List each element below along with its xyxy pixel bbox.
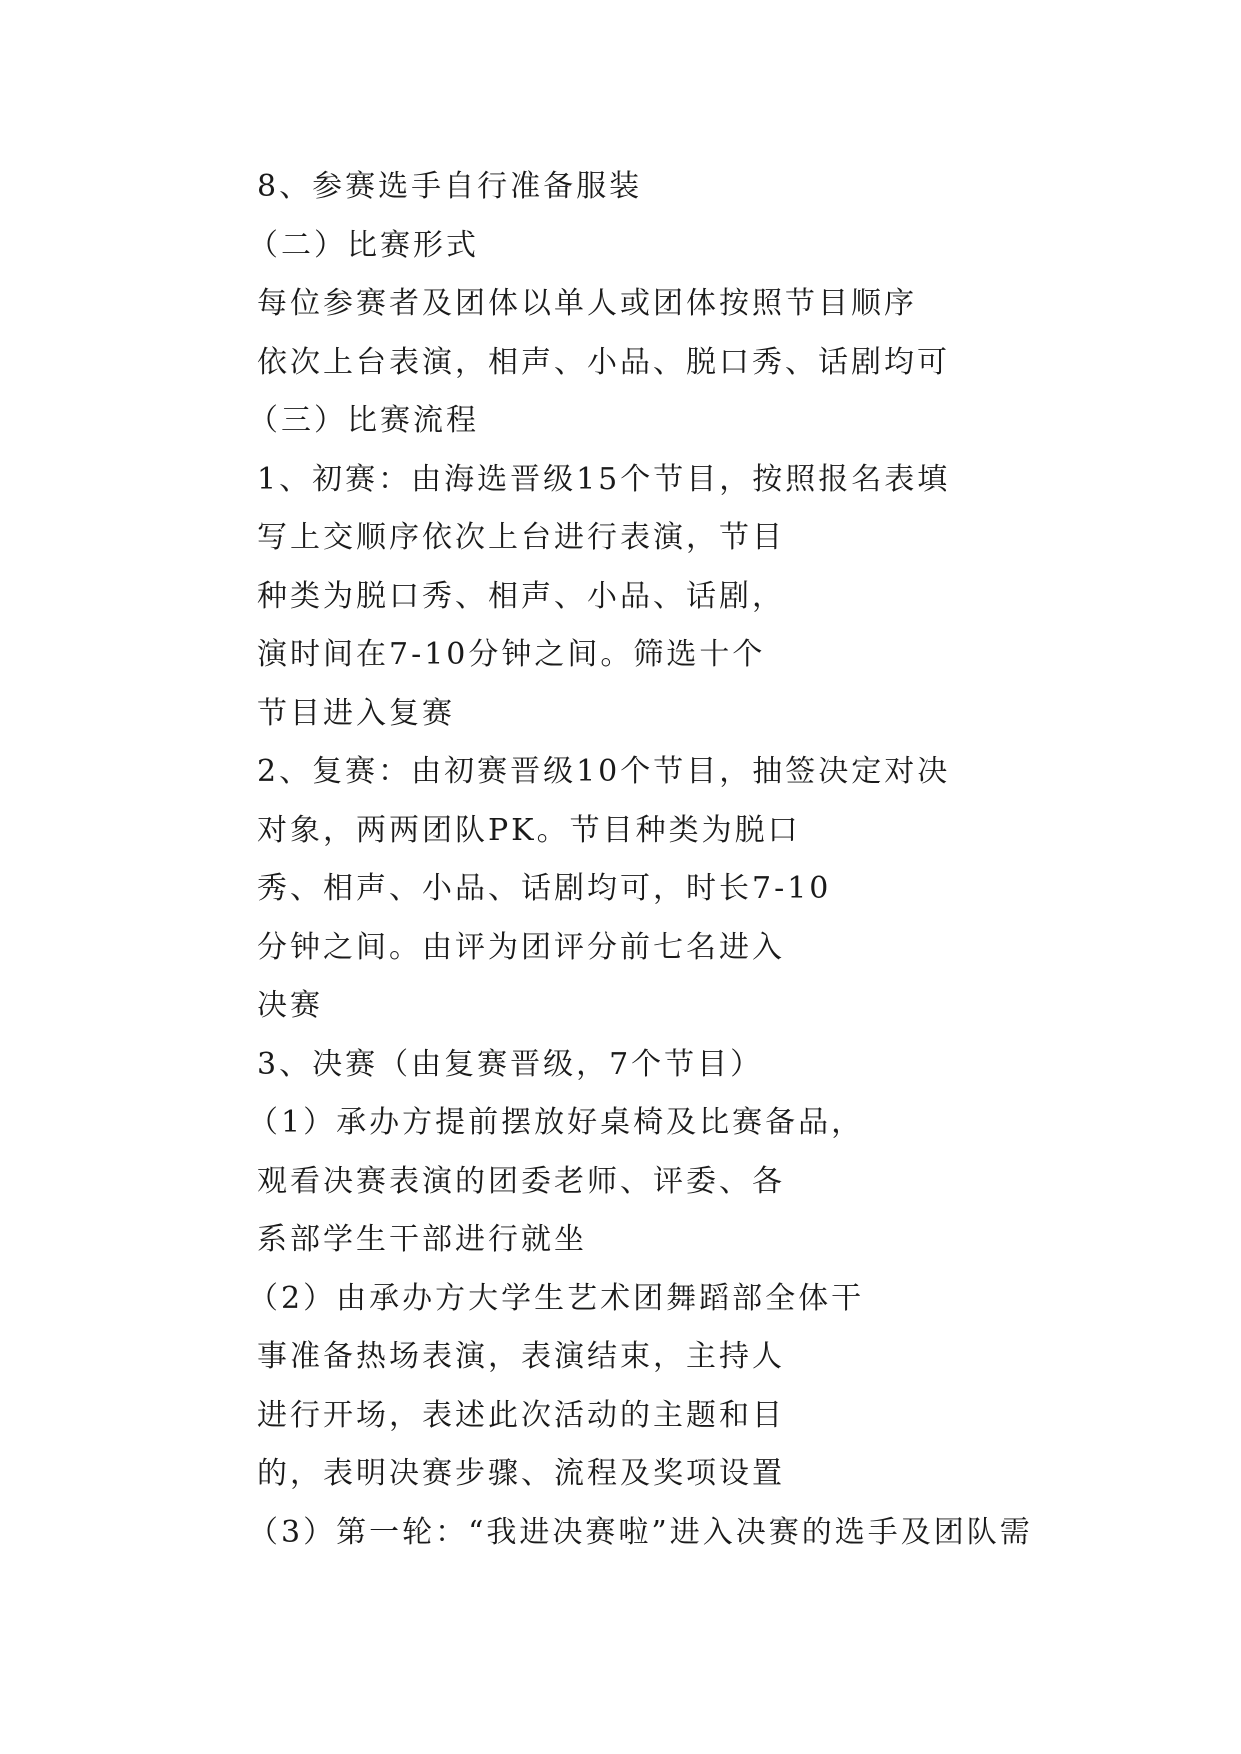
text-line: 分钟之间。由评为团评分前七名进入 (257, 929, 785, 965)
numbered-item: （1）承办方提前摆放好桌椅及比赛备品， (248, 1105, 865, 1140)
text-line: 事准备热场表演，表演结束，主持人 (257, 1339, 785, 1374)
numbered-item: （3）第一轮：“我进决赛啦”进入决赛的选手及团队需 (248, 1514, 1033, 1550)
text-line: 3、决赛（由复赛晋级，7个节目） (257, 1046, 764, 1082)
text-line: 1、初赛：由海选晋级15个节目，按照报名表填 (257, 461, 951, 497)
section-heading: （三）比赛流程 (248, 403, 479, 438)
text-line: 依次上台表演，相声、小品、脱口秀、话剧均可 (257, 344, 950, 380)
text-line: 进行开场，表述此次活动的主题和目 (257, 1397, 785, 1433)
text-line: 系部学生干部进行就坐 (257, 1222, 587, 1257)
section-heading: （二）比赛形式 (248, 227, 479, 263)
text-line: 种类为脱口秀、相声、小品、话剧， (257, 578, 785, 614)
text-line: 2、复赛：由初赛晋级10个节目，抽签决定对决 (257, 754, 951, 789)
text-line: 秀、相声、小品、话剧均可，时长7-10 (257, 871, 832, 906)
text-line: 8、参赛选手自行准备服装 (257, 169, 643, 204)
text-line: 观看决赛表演的团委老师、评委、各 (257, 1163, 785, 1199)
text-line: 写上交顺序依次上台进行表演，节目 (257, 520, 785, 555)
text-line: 决赛 (257, 988, 323, 1023)
text-line: 演时间在7-10分钟之间。筛选十个 (257, 637, 766, 672)
text-line: 节目进入复赛 (257, 695, 455, 731)
numbered-item: （2）由承办方大学生艺术团舞蹈部全体干 (248, 1280, 865, 1316)
document-body (248, 158, 1137, 1562)
text-line: 每位参赛者及团体以单人或团体按照节目顺序 (257, 286, 917, 321)
text-line: 的，表明决赛步骤、流程及奖项设置 (257, 1456, 785, 1491)
text-line: 对象，两两团队PK。节目种类为脱口 (257, 812, 801, 848)
